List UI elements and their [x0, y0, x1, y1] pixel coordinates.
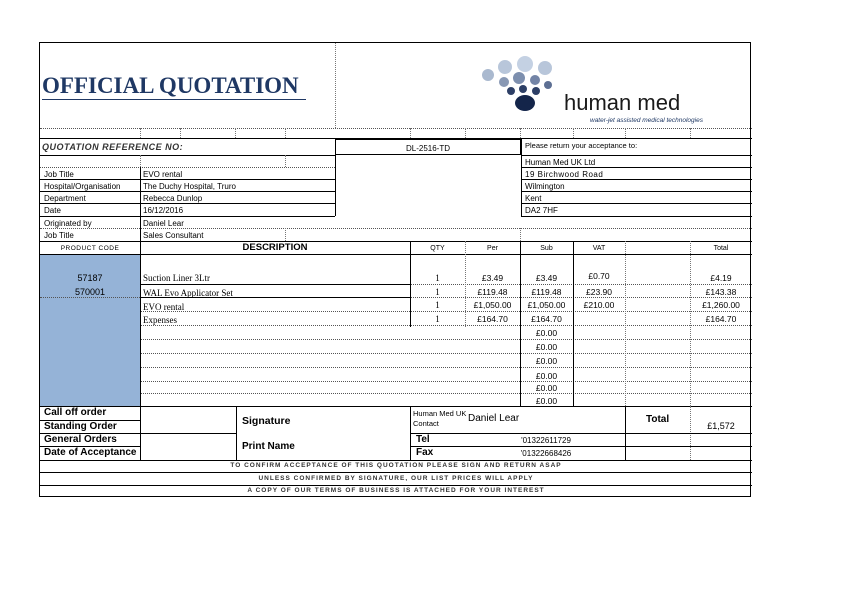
order-type-label: Date of Acceptance: [44, 447, 137, 458]
detail-label: Hospital/Organisation: [44, 182, 121, 191]
detail-value: The Duchy Hospital, Truro: [143, 182, 236, 191]
detail-value: Sales Consultant: [143, 231, 204, 240]
detail-value: Rebecca Dunlop: [143, 194, 203, 203]
footer-line: TO CONFIRM ACCEPTANCE OF THIS QUOTATION PLEASE SIGN AND RETURN ASAP: [230, 462, 562, 469]
row-sub: £164.70: [531, 314, 562, 324]
detail-value: EVO rental: [143, 170, 183, 179]
address-line: Human Med UK Ltd: [525, 158, 596, 167]
row-sub: £119.48: [531, 287, 562, 297]
row-qty: 1: [435, 287, 440, 297]
row-qty: 1: [435, 314, 440, 324]
row-description: Suction Liner 3Ltr: [143, 273, 210, 283]
row-description: Expenses: [143, 315, 177, 325]
col-header-per: Per: [487, 245, 498, 252]
detail-label: Job Title: [44, 170, 74, 179]
footer-line: A COPY OF OUR TERMS OF BUSINESS IS ATTACHED FOR YOUR INTEREST: [247, 487, 545, 494]
quotation-sheet: [39, 42, 751, 497]
detail-label: Job Title: [44, 231, 74, 240]
fax-value: '01322668426: [520, 449, 572, 458]
order-type-label: Call off order: [44, 407, 107, 418]
address-line: Wilmington: [525, 182, 565, 191]
quotation-reference-value: DL-2516-TD: [405, 144, 450, 153]
empty-row-sub: £0.00: [535, 356, 558, 366]
row-per: £119.48: [477, 287, 508, 297]
col-header-vat: VAT: [592, 245, 606, 252]
detail-value: Daniel Lear: [143, 219, 184, 228]
quotation-reference-label: QUOTATION REFERENCE NO:: [42, 142, 184, 152]
grand-total-value: £1,572: [707, 421, 735, 431]
tel-label: Tel: [416, 434, 430, 445]
row-description: EVO rental: [143, 302, 185, 312]
row-sub: £3.49: [535, 273, 558, 283]
empty-row-sub: £0.00: [535, 371, 558, 381]
address-line: Kent: [525, 194, 542, 203]
address-line: DA2 7HF: [525, 206, 558, 215]
row-per: £1,050.00: [473, 300, 512, 310]
signature-label: Signature: [242, 415, 291, 427]
row-per: £3.49: [481, 273, 504, 283]
address-line: 19 Birchwood Road: [525, 170, 604, 179]
detail-label: Date: [44, 206, 61, 215]
row-sub: £1,050.00: [527, 300, 566, 310]
page-title: OFFICIAL QUOTATION: [42, 73, 299, 98]
order-type-label: Standing Order: [44, 421, 117, 432]
row-total: £143.38: [705, 287, 737, 297]
total-label: Total: [646, 414, 670, 425]
footer-line: UNLESS CONFIRMED BY SIGNATURE, OUR LIST PRICES WILL APPLY: [258, 475, 534, 482]
row-total: £1,260.00: [702, 300, 740, 310]
brand-logo: [478, 55, 718, 130]
detail-label: Department: [44, 194, 86, 203]
row-qty: 1: [435, 273, 440, 283]
col-header-sub: Sub: [540, 245, 553, 252]
col-header-description: DESCRIPTION: [242, 242, 308, 253]
row-per: £164.70: [477, 314, 508, 324]
empty-row-sub: £0.00: [535, 383, 558, 393]
row-description: WAL Evo Applicator Set: [143, 288, 233, 298]
row-vat: £210.00: [583, 300, 615, 310]
brand-tagline: water-jet assisted medical technologies: [590, 117, 703, 124]
col-header-qty: QTY: [430, 245, 445, 252]
row-vat: £0.70: [588, 271, 610, 281]
return-note: Please return your acceptance to:: [525, 141, 638, 150]
row-total: £164.70: [705, 314, 737, 324]
contact-label: Human Med UK Contact: [413, 409, 467, 428]
row-code: 570001: [74, 287, 106, 297]
fax-label: Fax: [416, 447, 434, 458]
empty-row-sub: £0.00: [535, 328, 558, 338]
row-code: 57187: [77, 273, 103, 283]
row-total: £4.19: [710, 273, 732, 283]
row-vat: £23.90: [586, 287, 612, 297]
empty-row-sub: £0.00: [535, 396, 558, 406]
empty-row-sub: £0.00: [535, 342, 558, 352]
brand-name: human med: [564, 90, 681, 115]
row-qty: 1: [435, 300, 440, 310]
order-type-label: General Orders: [44, 434, 117, 445]
col-header-total: Total: [713, 245, 729, 252]
print-name-label: Print Name: [242, 441, 295, 452]
tel-value: '01322611729: [521, 436, 571, 445]
col-header-code: PRODUCT CODE: [60, 245, 120, 252]
contact-name: Daniel Lear: [468, 413, 520, 424]
title-underline: [42, 99, 306, 100]
detail-value: 16/12/2016: [143, 206, 184, 215]
detail-label: Originated by: [44, 219, 92, 228]
